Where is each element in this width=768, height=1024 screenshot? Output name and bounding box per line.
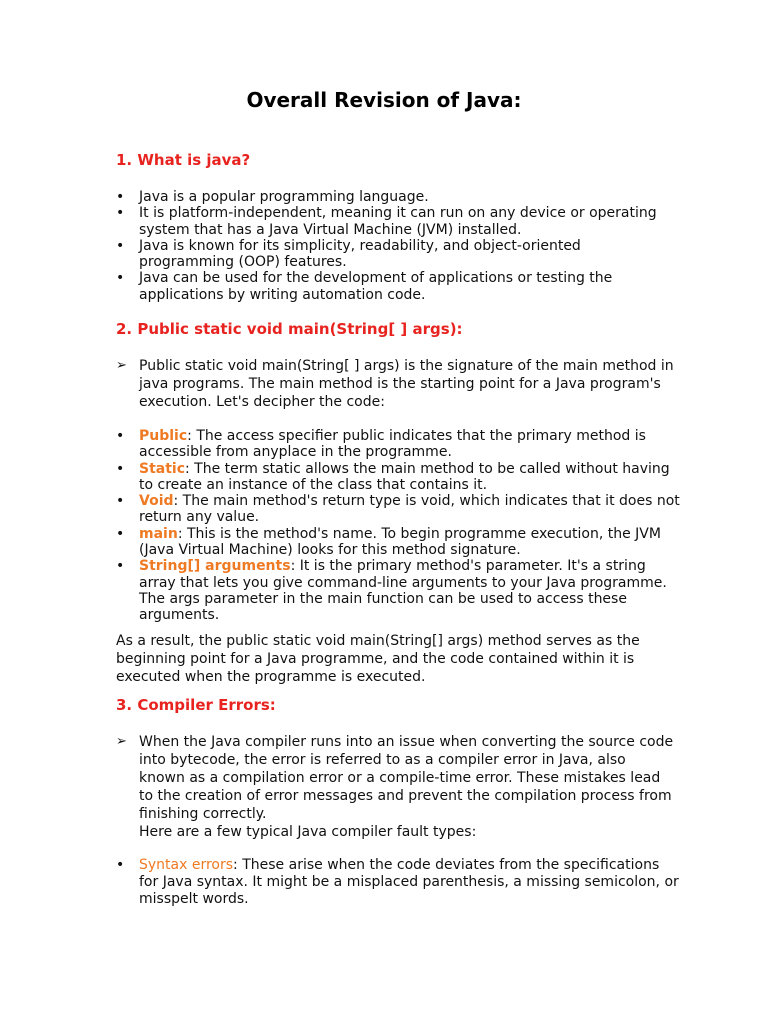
term-description: : The term static allows the main method to be called without having to create an instance of the class that contains it.: [139, 460, 670, 493]
term-label: main: [139, 525, 178, 542]
list-item: [116, 428, 680, 461]
list-item: [116, 461, 680, 494]
term-label: Public: [139, 428, 188, 444]
list-item: • Java is a popular programming language.: [116, 189, 680, 205]
section-compiler-errors-intro: [116, 733, 676, 841]
list-item: • It is platform-independent, meaning it can run on any device or operating system that has a Java Virtual Machine (JVM) installed.: [116, 205, 680, 238]
arrow-item-text: When the Java compiler runs into an issue when converting the source code into bytecode, the error is referred to as a compiler error in Java, also known as a compilation error or a compile-time error. These mistakes lead to the creation of error messages and prevent the compilation process from finishing correctly.: [139, 734, 674, 822]
section-heading-what-is-java: 1. What is java?: [116, 151, 251, 169]
term-label: Void: [139, 493, 174, 510]
section-heading-main-method: 2. Public static void main(String[ ] args):: [116, 320, 463, 338]
page-title: Overall Revision of Java:: [246, 88, 522, 112]
list-item: [116, 493, 680, 526]
arrow-item: ➢ Public static void main(String[ ] args) is the signature of the main method in java programs. The main method is the starting point for a Java program's execution. Let's decipher the code:: [116, 357, 680, 411]
term-description: : The access specifier public indicates that the primary method is accessible from anyplace in the programme.: [139, 428, 646, 461]
section-what-is-java-list: [116, 189, 680, 303]
section-main-method-conclusion: As a result, the public static void main(String[] args) method serves as the beginning point for a Java programme, and the code contained within it is executed when the programme is executed.: [116, 633, 640, 685]
arrow-item: [116, 733, 676, 841]
section-heading-compiler-errors: 3. Compiler Errors:: [116, 696, 276, 714]
term-description: : The main method's return type is void, which indicates that it does not return any value.: [139, 493, 680, 526]
term-label: Syntax errors: [139, 857, 234, 873]
section-compiler-errors-list: [116, 857, 680, 908]
section-main-method-list: [116, 428, 680, 624]
term-label: Static: [139, 460, 186, 477]
term-label: String[] arguments: [139, 558, 291, 575]
list-item: [116, 526, 680, 559]
term-description: : These arise when the code deviates from the specifications for Java syntax. It might be a misplaced parenthesis, a missing semicolon, or misspelt words.: [139, 857, 679, 907]
arrow-item-text-2: Here are a few typical Java compiler fault types:: [139, 824, 477, 840]
list-item: • Java is known for its simplicity, readability, and object-oriented programming (OOP) features.: [116, 238, 680, 271]
term-description: : It is the primary method's parameter. It's a string array that lets you give command-line arguments to your Java programme. The args parameter in the main function can be used to access these arguments.: [139, 558, 667, 624]
list-item: • Java can be used for the development of applications or testing the applications by writing automation code.: [116, 270, 680, 303]
section-main-method-intro: [116, 357, 680, 411]
list-item: [116, 558, 680, 623]
term-description: : This is the method's name. To begin programme execution, the JVM (Java Virtual Machine) looks for this method signature.: [139, 525, 661, 559]
list-item: [116, 857, 680, 908]
